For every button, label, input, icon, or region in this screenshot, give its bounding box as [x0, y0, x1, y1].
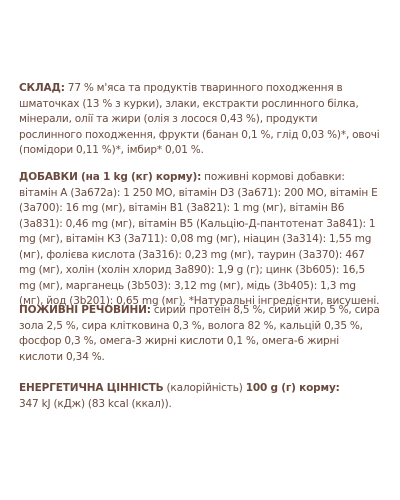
additives-heading: ДОБАВКИ (на 1 kg (кг) корму): [19, 171, 202, 183]
energy-heading-tail: 100 g (г) корму: [245, 382, 340, 394]
nutrients-heading: ПОЖИВНІ РЕЧОВИНИ: [19, 304, 151, 316]
nutrients-section [19, 303, 383, 365]
energy-heading: ЕНЕРГЕТИЧНА ЦІННІСТЬ [19, 382, 164, 394]
energy-heading-calorific: (калорійність) [163, 382, 246, 394]
energy-section [19, 381, 383, 412]
energy-text: 347 kJ (кДж) (83 kcal (ккал)). [19, 397, 172, 410]
composition-heading: СКЛАД: [19, 82, 65, 94]
composition-section [19, 81, 383, 159]
composition-text: 77 % м'яса та продуктів тваринного походження в шматочках (13 % з курки), злаки, екстракти рослинного білка, мінерали, олії та жири (олія з лосося 0,43 %), продукти рослинного походження, фрукти (банан 0,1 %, глід 0,03 %)*, овочі (помідори 0,11 %)*, імбир* 0,01 %. [19, 82, 380, 156]
additives-text: поживні кормові добавки: вітамін А (3а672а): 1 250 МО, вітамін D3 (3а671): 200 МО, вітамін Е (3а700): 16 mg (мг), вітамін В1 (3а821): 1 mg (мг), вітамін В6 (3а831): 0,46 mg (мг), вітамін В5 (Кальцію-Д-пантотенат 3а841): 1 mg (мг), вітамін К3 (3а711): 0,08 mg (мг), ніацин (3а314): 1,55 mg (мг), фолієва кислота (3а316): 0,23 mg (мг), таурин (3а370): 467 mg (мг), холін (холін хлорид 3а890): 1,9 g (г); цинк (3b605): 16,5 mg (мг), марганець (3b503): 3,12 mg (мг), мідь (3b405): 1,3 mg (мг), йод (3b201): 0,65 mg (мг). *Натуральні інгредієнти, висушені. [19, 171, 380, 307]
additives-section [19, 170, 383, 310]
nutrients-text: сирий протеїн 8,5 %, сирий жир 5 %, сира зола 2,5 %, сира клітковина 0,3 %, волога 82 %, кальцій 0,35 %, фосфор 0,3 %, омега-3 жирні кислоти 0,1 %, омега-6 жирні кислоти 0,34 %. [19, 304, 380, 363]
